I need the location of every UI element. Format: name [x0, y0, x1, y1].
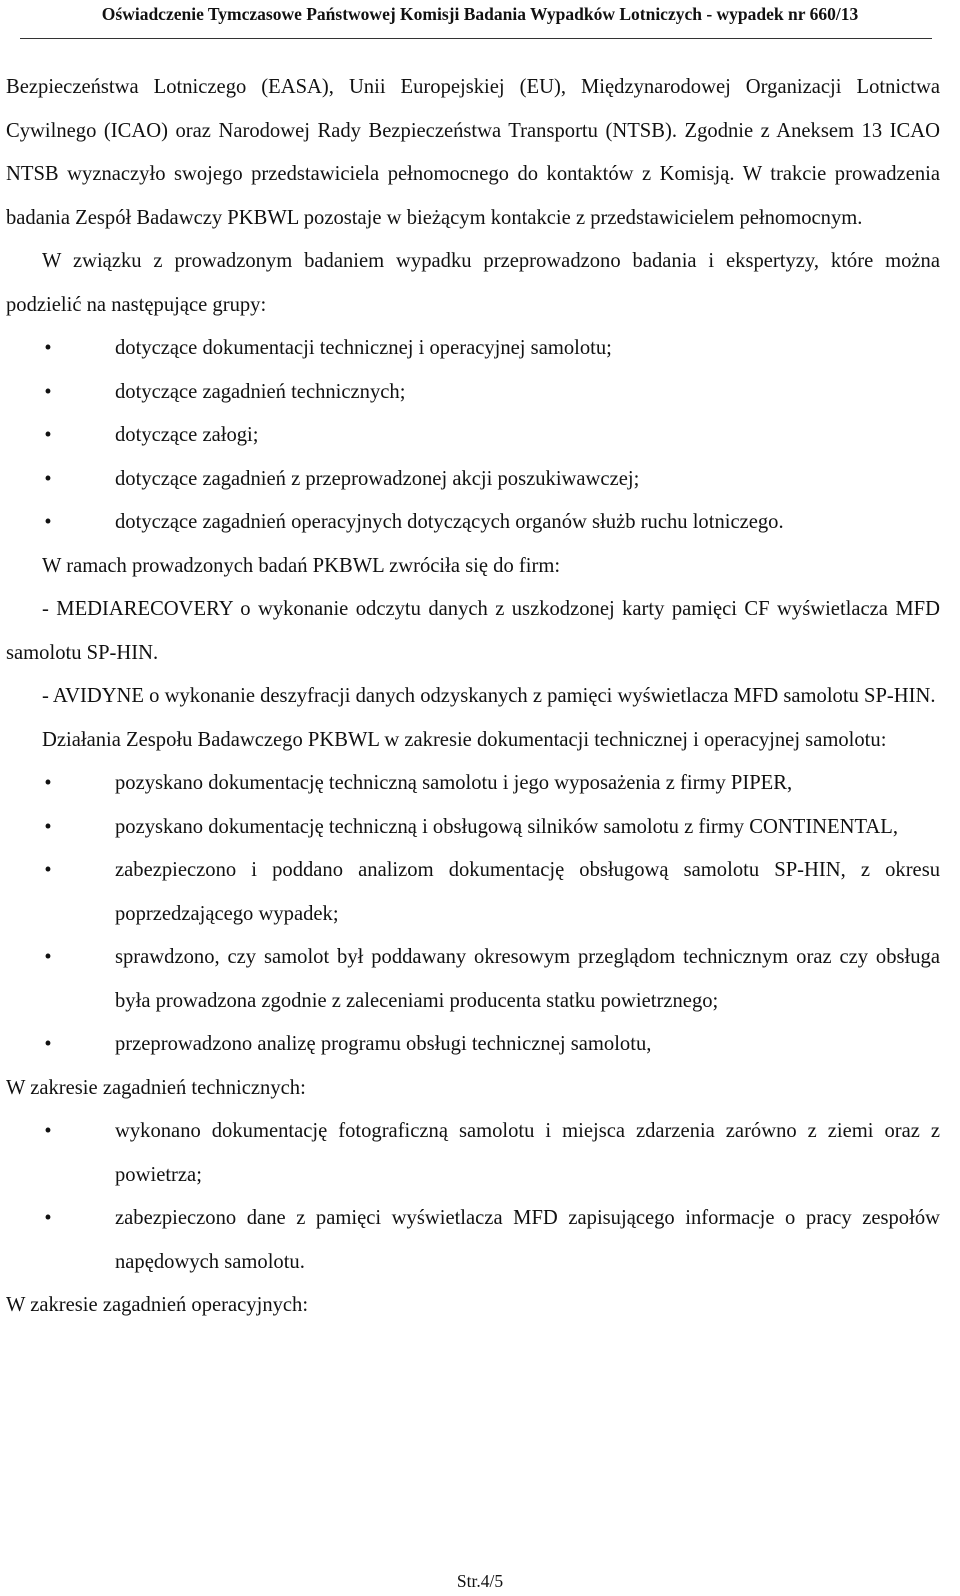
- document-body: [6, 66, 940, 1328]
- list-item: [6, 849, 940, 936]
- list-item-text: przeprowadzono analizę programu obsługi technicznej samolotu,: [115, 1033, 652, 1055]
- list-item: [6, 1023, 940, 1067]
- header-divider: [20, 38, 932, 39]
- list-item-text: dotyczące dokumentacji technicznej i operacyjnej samolotu;: [115, 337, 612, 359]
- bullet-icon: •: [44, 1033, 52, 1055]
- list-item-text: dotyczące zagadnień operacyjnych dotyczących organów służb ruchu lotniczego.: [115, 511, 784, 533]
- list-item-text: sprawdzono, czy samolot był poddawany okresowym przeglądom technicznym oraz czy obsługa była prowadzona zgodnie z zaleceniami producenta statku powietrznego;: [115, 946, 940, 1012]
- list-item: [6, 414, 940, 458]
- running-header: Oświadczenie Tymczasowe Państwowej Komisji Badania Wypadków Lotniczych - wypadek nr 660/13: [101, 4, 859, 24]
- list-item-text: wykonano dokumentację fotograficzną samolotu i miejsca zdarzenia zarówno z ziemi oraz z powietrza;: [115, 1120, 940, 1186]
- paragraph-investigation-contacts: Bezpieczeństwa Lotniczego (EASA), Unii Europejskiej (EU), Międzynarodowej Organizacji Lotnictwa Cywilnego (ICAO) oraz Narodowej Rady Bezpieczeństwa Transportu (NTSB). Zgodnie z Aneksem 13 ICAO NTSB wyznaczyło swojego przedstawiciela pełnomocnego do kontaktów z Komisją. W trakcie prowadzenia badania Zespół Badawczy PKBWL pozostaje w bieżącym kontakcie z przedstawicielem pełnomocnym.: [6, 76, 940, 229]
- paragraph-examinations-intro: W związku z prowadzonym badaniem wypadku przeprowadzono badania i ekspertyzy, które można podzielić na następujące grupy:: [6, 250, 940, 316]
- technical-actions-list: [6, 1110, 940, 1284]
- bullet-icon: •: [44, 424, 52, 446]
- bullet-icon: •: [44, 946, 52, 968]
- list-item: [6, 371, 940, 415]
- paragraph-documentation-actions-intro: Działania Zespołu Badawczego PKBWL w zakresie dokumentacji technicznej i operacyjnej samolotu:: [42, 728, 887, 751]
- bullet-icon: •: [44, 772, 52, 794]
- bullet-icon: •: [44, 467, 52, 490]
- list-item-text: pozyskano dokumentację techniczną i obsługową silników samolotu z firmy CONTINENTAL,: [115, 815, 899, 838]
- paragraph-technical-intro: W zakresie zagadnień technicznych:: [6, 1076, 306, 1099]
- list-item: [6, 1197, 940, 1284]
- bullet-icon: •: [44, 380, 52, 403]
- list-item-text: dotyczące zagadnień technicznych;: [115, 380, 406, 403]
- list-item: [6, 501, 940, 545]
- bullet-icon: •: [44, 511, 52, 533]
- list-item-text: zabezpieczono dane z pamięci wyświetlacza MFD zapisującego informacje o pracy zespołów napędowych samolotu.: [115, 1207, 940, 1273]
- bullet-icon: •: [44, 815, 52, 838]
- page-number: Str.4/5: [456, 1571, 504, 1591]
- list-item: [6, 806, 940, 850]
- paragraph-mediarecovery: - MEDIARECOVERY o wykonanie odczytu danych z uszkodzonej karty pamięci CF wyświetlacza MFD samolotu SP-HIN.: [6, 598, 940, 664]
- bullet-icon: •: [44, 337, 52, 359]
- examination-groups-list: [6, 327, 940, 545]
- documentation-actions-list: [6, 762, 940, 1067]
- list-item-text: pozyskano dokumentację techniczną samolotu i jego wyposażenia z firmy PIPER,: [115, 772, 793, 794]
- bullet-icon: •: [44, 859, 52, 881]
- list-item-text: zabezpieczono i poddano analizom dokumentację obsługową samolotu SP-HIN, z okresu poprzedzającego wypadek;: [115, 859, 940, 925]
- list-item: [6, 762, 940, 806]
- list-item: [6, 458, 940, 502]
- bullet-icon: •: [44, 1207, 52, 1229]
- list-item: [6, 327, 940, 371]
- bullet-icon: •: [44, 1120, 52, 1142]
- list-item-text: dotyczące załogi;: [115, 424, 259, 446]
- list-item: [6, 1110, 940, 1197]
- paragraph-firms-intro: W ramach prowadzonych badań PKBWL zwróciła się do firm:: [42, 554, 561, 577]
- paragraph-operational-intro: W zakresie zagadnień operacyjnych:: [6, 1294, 309, 1316]
- list-item-text: dotyczące zagadnień z przeprowadzonej akcji poszukiwawczej;: [115, 467, 640, 490]
- paragraph-avidyne: - AVIDYNE o wykonanie deszyfracji danych odzyskanych z pamięci wyświetlacza MFD samolotu SP-HIN.: [42, 685, 936, 707]
- list-item: [6, 936, 940, 1023]
